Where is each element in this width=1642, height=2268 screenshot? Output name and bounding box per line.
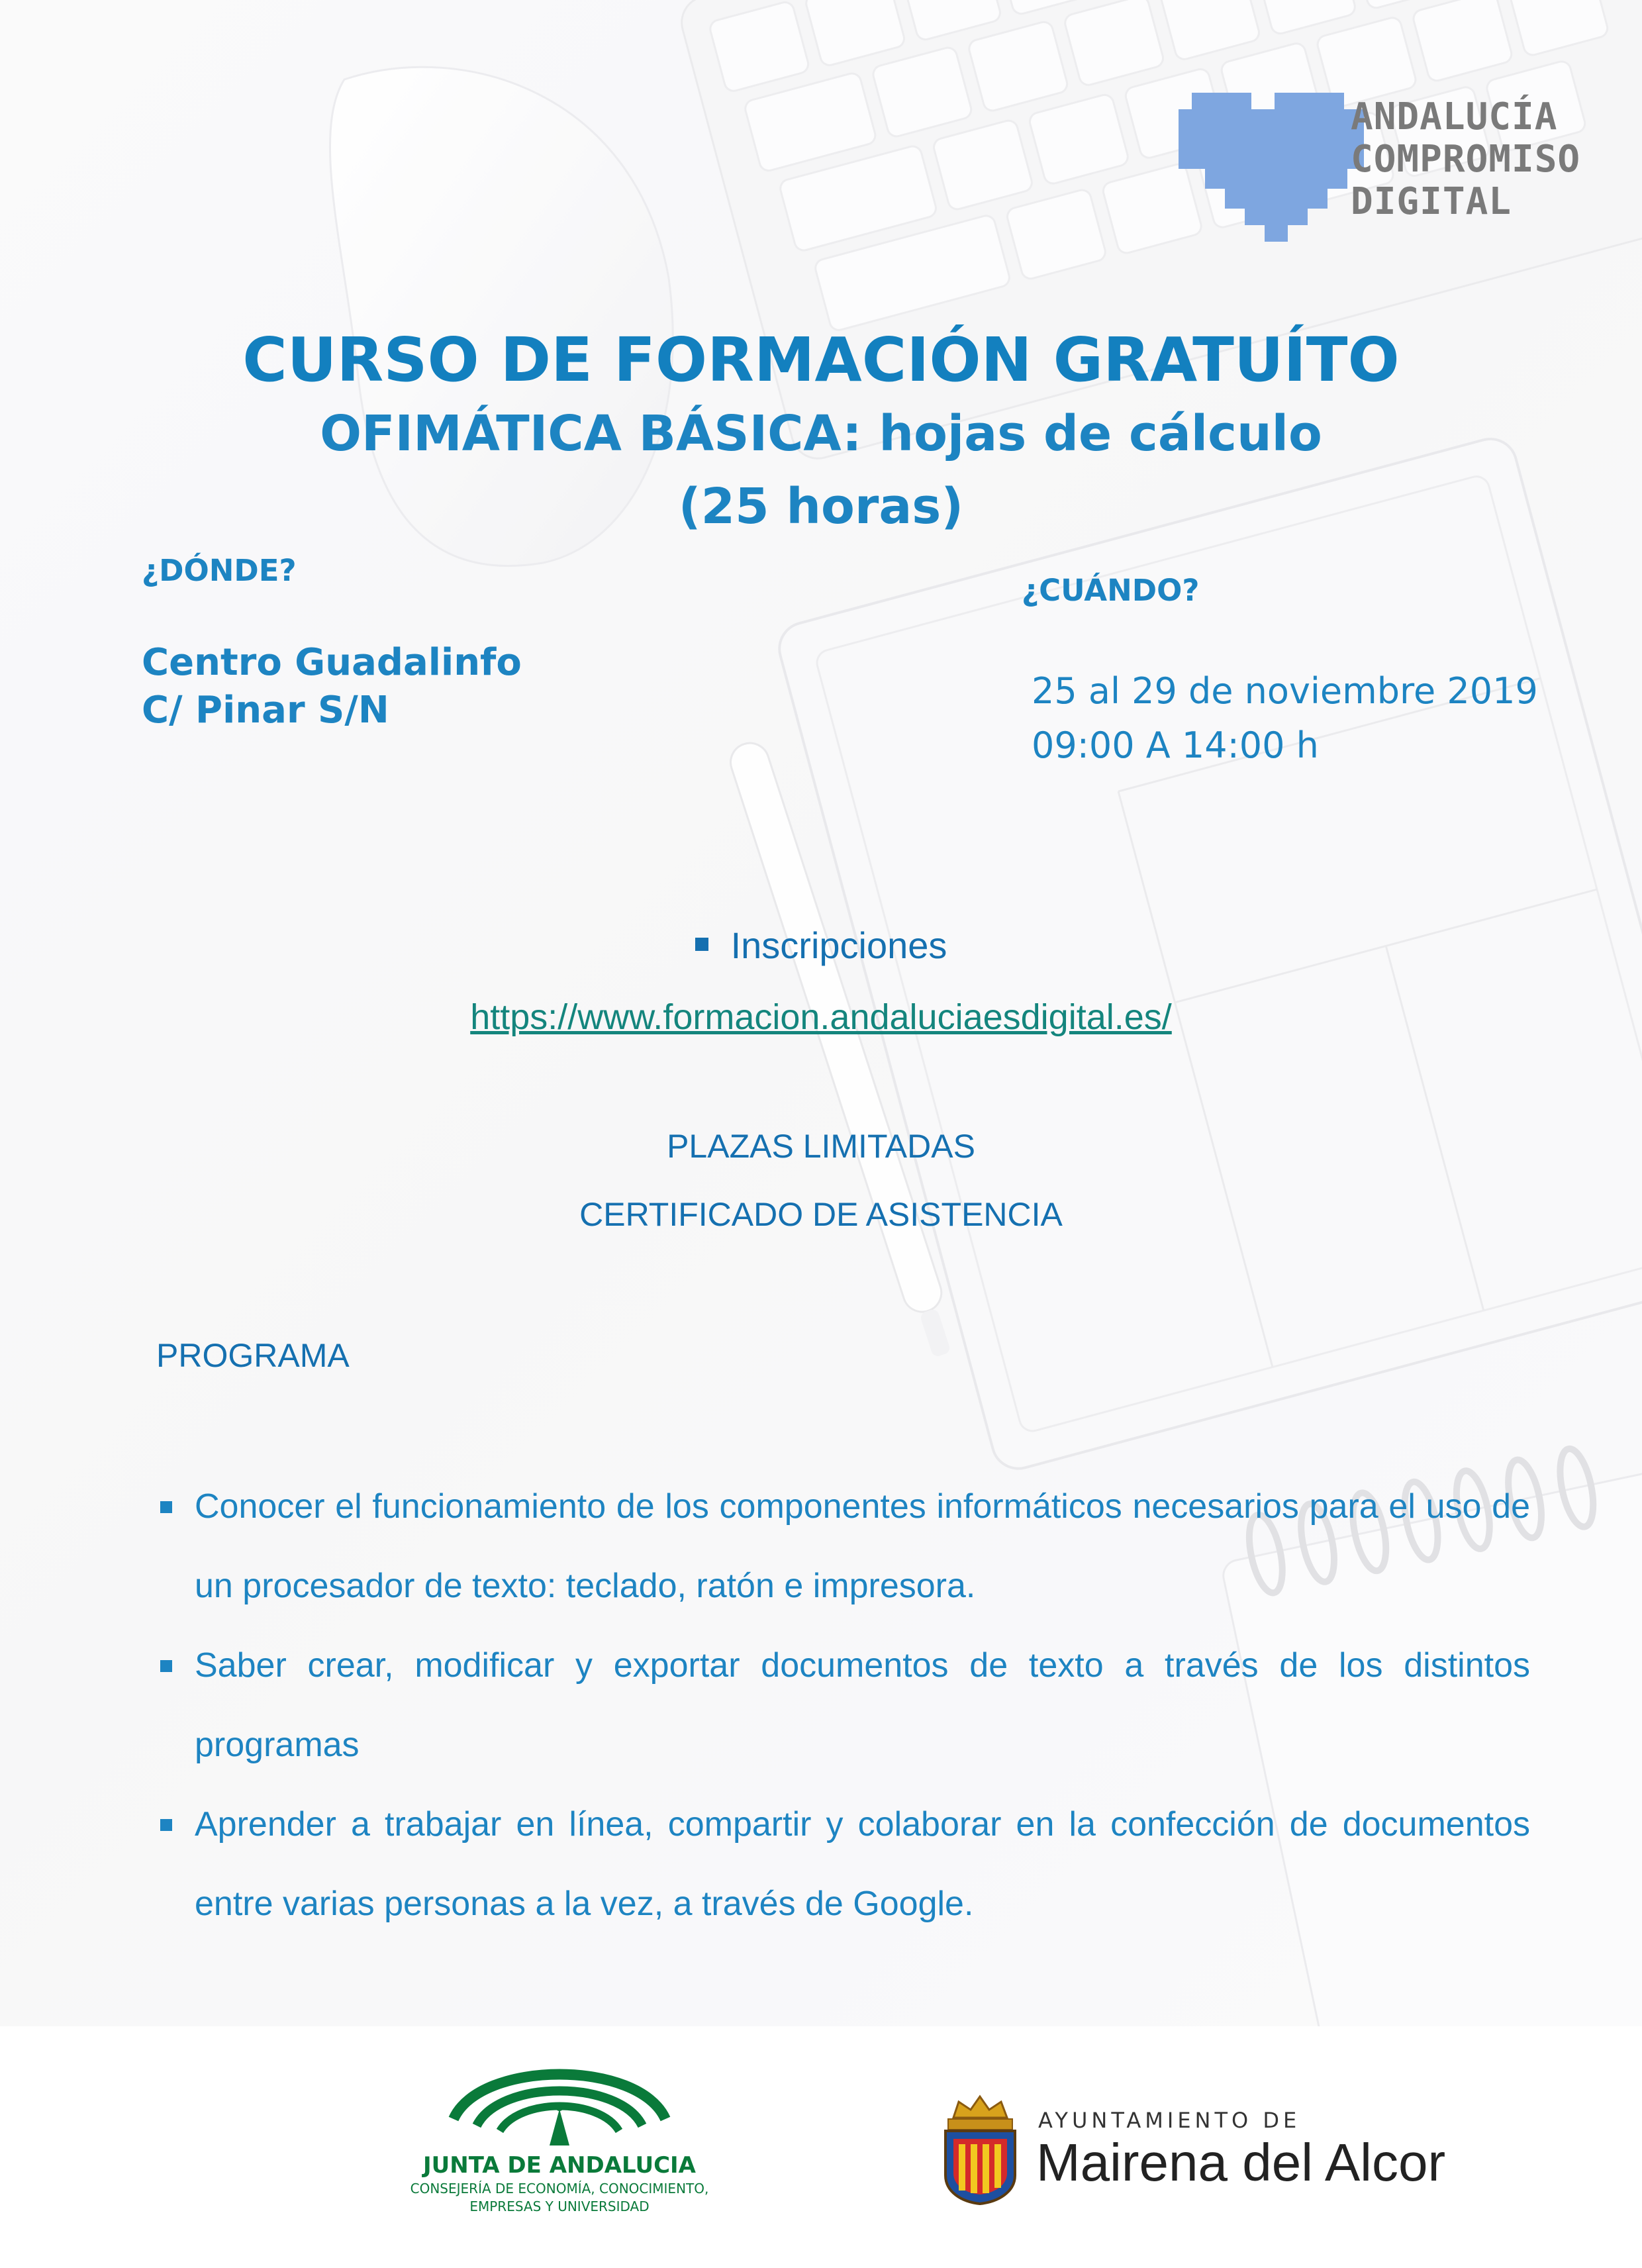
program-item-text: Saber crear, modificar y exportar documentos de texto a través de los distintos programas — [195, 1646, 1530, 1764]
bullet-square-icon — [160, 1660, 172, 1672]
where-address: C/ Pinar S/N — [142, 689, 389, 732]
bullet-square-icon — [160, 1501, 172, 1513]
junta-name: JUNTA DE ANDALUCIA — [423, 2152, 696, 2179]
when-dates: 25 al 29 de noviembre 2019 — [1032, 670, 1538, 712]
bullet-square-icon — [160, 1819, 172, 1831]
limited-seats-note: PLAZAS LIMITADAS — [667, 1128, 975, 1165]
bullet-square-icon — [695, 938, 708, 951]
program-item — [156, 1785, 1530, 1944]
course-duration: (25 horas) — [678, 478, 964, 535]
ayuntamiento-label: AYUNTAMIENTO DE — [1038, 2108, 1301, 2133]
brand-line-1: ANDALUCÍA — [1351, 95, 1558, 138]
program-item-text: Conocer el funcionamiento de los componentes informáticos necesarios para el uso de un procesador de texto: teclado, ratón e impresora. — [195, 1487, 1530, 1605]
brand-line-2: COMPROMISO — [1351, 138, 1581, 181]
when-hours: 09:00 A 14:00 h — [1032, 724, 1319, 766]
junta-dept-line-1: CONSEJERÍA DE ECONOMÍA, CONOCIMIENTO, — [410, 2181, 709, 2196]
where-label: ¿DÓNDE? — [142, 553, 297, 588]
program-heading: PROGRAMA — [156, 1337, 350, 1374]
program-list — [156, 1467, 1530, 1944]
junta-dept-line-2: EMPRESAS Y UNIVERSIDAD — [469, 2198, 650, 2214]
program-item — [156, 1626, 1530, 1785]
junta-andalucia-logo-icon — [440, 2046, 679, 2145]
program-item — [156, 1467, 1530, 1626]
brand-line-3: DIGITAL — [1351, 180, 1512, 223]
course-title: CURSO DE FORMACIÓN GRATUÍTO — [242, 324, 1400, 395]
mairena-coat-of-arms-icon — [939, 2093, 1022, 2205]
brand-wordmark — [1351, 96, 1580, 223]
registration-label: Inscripciones — [730, 924, 947, 966]
when-label: ¿CUÁNDO? — [1022, 573, 1200, 608]
certificate-note: CERTIFICADO DE ASISTENCIA — [579, 1196, 1063, 1233]
where-place: Centro Guadalinfo — [142, 641, 522, 684]
ayuntamiento-name: Mairena del Alcor — [1036, 2133, 1446, 2192]
registration-link[interactable]: https://www.formacion.andaluciaesdigital.es/ — [470, 997, 1172, 1037]
program-item-text: Aprender a trabajar en línea, compartir y colaborar en la confección de documentos entre varias personas a la vez, a través de Google. — [195, 1805, 1530, 1923]
course-subtitle: OFIMÁTICA BÁSICA: hojas de cálculo — [320, 405, 1322, 462]
registration-heading — [0, 924, 1642, 967]
